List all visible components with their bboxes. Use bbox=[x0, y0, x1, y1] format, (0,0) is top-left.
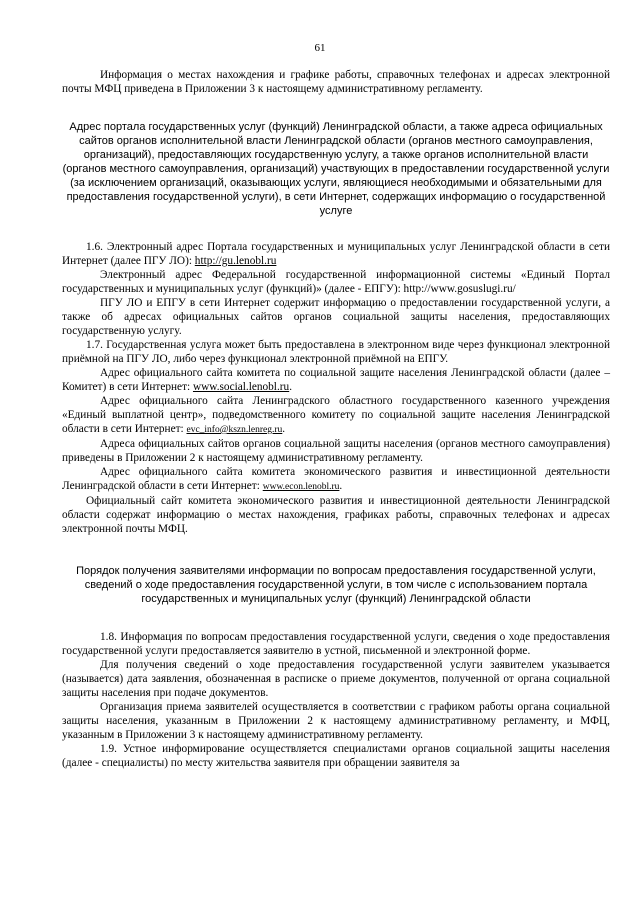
paragraph-epgu: Электронный адрес Федеральной государственной информационной системы «Единый Портал государственных и муниципальных услуг (функций)» (далее - ЕПГУ): http://www.gosuslugi.ru/ bbox=[62, 269, 610, 295]
heading-portal-addresses: Адрес портала государственных услуг (функций) Ленинградской области, а также адреса официальных сайтов органов исполнительной власти Ленинградской области (органов местного самоуправления, организаций), предоставляющих государственную услугу, а также органов исполнительной власти (органов местного самоуправления, организаций) участвующих в предоставлении государственной услуги (за исключением организаций, оказывающих услуги, являющиеся необходимыми и обязательными для предоставления государственной услуги), в сети Интернет, содержащих информацию о государственной услуге bbox=[62, 121, 610, 217]
paragraph-econ-info: Официальный сайт комитета экономического развития и инвестиционной деятельности Ленинградской области содержат информацию о местах нахождения, графиках работы, справочных телефонах и адресах электронной почты МФЦ. bbox=[62, 495, 610, 535]
committee-site-tail: . bbox=[289, 381, 293, 393]
paragraph-1-9: 1.9. Устное информирование осуществляется специалистами органов социальной защиты населения (далее - специалисты) по месту жительства заявителя при обращении заявителя за bbox=[62, 743, 610, 769]
document-body bbox=[62, 68, 610, 770]
payment-center-tail: . bbox=[282, 423, 286, 435]
committee-site-link[interactable]: www.social.lenobl.ru bbox=[192, 381, 290, 393]
econ-site-text: Адрес официального сайта комитета экономического развития и инвестиционной деятельности Ленинградской области в сети Интернет: bbox=[62, 466, 610, 492]
pgu-lo-link[interactable]: http://gu.lenobl.ru bbox=[194, 255, 277, 267]
paragraph-1-6 bbox=[62, 240, 610, 268]
heading-info-order: Порядок получения заявителями информации по вопросам предоставления государственной услуги, сведений о ходе предоставления государственной услуги, в том числе с использованием портала государственных и муниципальных услуг (функций) Ленинградской области bbox=[76, 565, 596, 605]
paragraph-sites-addresses: Адреса официальных сайтов органов социальной защиты населения (органов местного самоуправления) приведены в Приложении 2 к настоящему административному регламенту. bbox=[62, 438, 610, 464]
committee-site-text: Адрес официального сайта комитета по социальной защите населения Ленинградской области (далее – Комитет) в сети Интернет: bbox=[62, 367, 610, 393]
paragraph-1-7: 1.7. Государственная услуга может быть предоставлена в электронном виде через функционал электронной приёмной на ПГУ ЛО, либо через функционал электронной приёмной на ЕПГУ. bbox=[62, 339, 610, 365]
paragraph-committee-site bbox=[62, 366, 610, 394]
paragraph-pgu-contains: ПГУ ЛО и ЕПГУ в сети Интернет содержит информацию о предоставлении государственной услуги, а также об адресах официальных сайтов органов социальной защиты населения, предоставляющих государственную услугу. bbox=[62, 297, 610, 337]
paragraph-econ-site bbox=[62, 465, 610, 494]
econ-site-link[interactable]: www.econ.lenobl.ru bbox=[262, 482, 340, 492]
paragraph-1-8: 1.8. Информация по вопросам предоставления государственной услуги, сведения о ходе предоставления государственной услуги предоставляется заявителю в устной, письменной и электронной форме. bbox=[62, 631, 610, 657]
paragraph-status-info: Для получения сведений о ходе предоставления государственной услуги заявителем указывается (называется) дата заявления, обозначенная в расписке о приеме документов, полученной от органа социальной защиты населения при подаче документов. bbox=[62, 659, 610, 699]
payment-center-text: Адрес официального сайта Ленинградского областного государственного казенного учреждения «Единый выплатной центр», подведомственного комитету по социальной защите населения Ленинградской области в сети Интернет: bbox=[62, 395, 610, 435]
page-number: 61 bbox=[314, 42, 326, 54]
paragraph-payment-center bbox=[62, 394, 610, 437]
paragraph-reception: Организация приема заявителей осуществляется в соответствии с графиком работы органа социальной защиты населения, указанным в Приложении 2 к настоящему административному регламенту, и МФЦ, указанным в Приложении 3 к настоящему административному регламенту. bbox=[62, 701, 610, 741]
econ-site-tail: . bbox=[339, 480, 343, 492]
paragraph-1-6-text: 1.6. Электронный адрес Портала государственных и муниципальных услуг Ленинградской области в сети Интернет (далее ПГУ ЛО): bbox=[62, 241, 610, 267]
paragraph-mfc-info: Информация о местах нахождения и графике работы, справочных телефонах и адресах электронной почты МФЦ приведена в Приложении 3 к настоящему административному регламенту. bbox=[62, 69, 610, 95]
payment-center-email-link[interactable]: evc_info@kszn.lenreg.ru bbox=[186, 425, 283, 435]
